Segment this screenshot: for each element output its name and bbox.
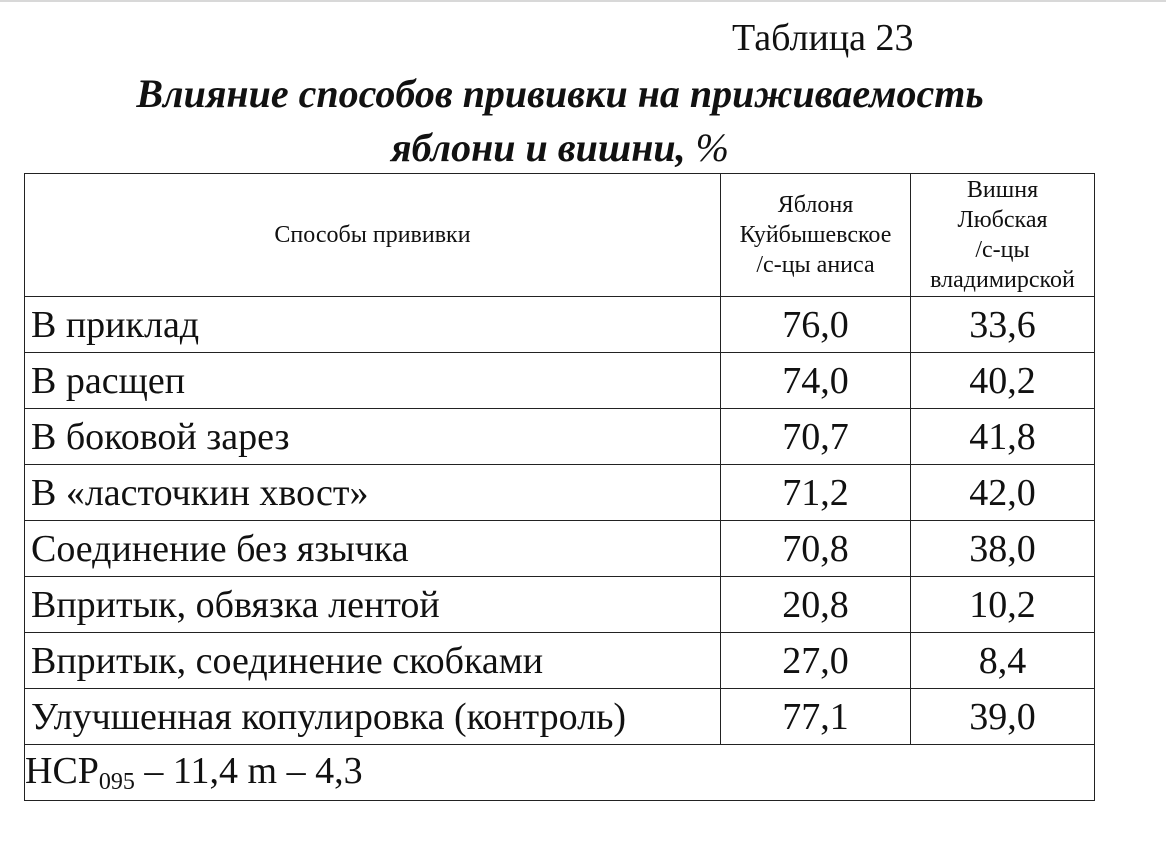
apple-value-cell: 27,0 [721,633,911,689]
method-cell: Впритык, соединение скобками [25,633,721,689]
table-row [25,521,1095,577]
table-row [25,633,1095,689]
apple-value-cell: 74,0 [721,353,911,409]
table-row [25,297,1095,353]
cherry-value-cell: 40,2 [911,353,1095,409]
cherry-value-cell: 42,0 [911,465,1095,521]
table-title-unit: % [695,125,729,170]
cherry-value-cell: 39,0 [911,689,1095,745]
table-header-row [25,174,1095,297]
apple-value-cell: 77,1 [721,689,911,745]
method-cell: Улучшенная копулировка (контроль) [25,689,721,745]
table-title-text-2: яблони и вишни, [390,125,686,170]
method-cell: Соединение без язычка [25,521,721,577]
table-row [25,689,1095,745]
lsd-note: $НСР_{095} - 11,4$ m – 4,3 [25,745,1095,801]
table-row [25,577,1095,633]
header-method: Способы прививки [25,174,721,297]
method-cell: Впритык, обвязка лентой [25,577,721,633]
table-row [25,465,1095,521]
apple-value-cell: 70,7 [721,409,911,465]
header-apple: Яблоня Куйбышевское /с-цы аниса [721,174,911,297]
apple-value-cell: 70,8 [721,521,911,577]
table-row [25,409,1095,465]
method-cell: В «ласточкин хвост» [25,465,721,521]
method-cell: В расщеп [25,353,721,409]
method-cell: В боковой зарез [25,409,721,465]
apple-value-cell: 20,8 [721,577,911,633]
apple-value-cell: 76,0 [721,297,911,353]
cherry-value-cell: 8,4 [911,633,1095,689]
table-title-line-2 [0,124,1120,172]
table-row [25,353,1095,409]
cherry-value-cell: 33,6 [911,297,1095,353]
table-title-text-1: Влияние способов прививки на приживаемость [136,71,984,116]
table-footer-row [25,745,1095,801]
cherry-value-cell: 38,0 [911,521,1095,577]
cherry-value-cell: 41,8 [911,409,1095,465]
top-border-line [0,0,1166,2]
grafting-survival-table [24,173,1095,801]
cherry-value-cell: 10,2 [911,577,1095,633]
header-cherry: Вишня Любская /с-цы владимирской [911,174,1095,297]
table-title-line-1 [0,70,1120,118]
apple-value-cell: 71,2 [721,465,911,521]
method-cell: В приклад [25,297,721,353]
table-number: Таблица 23 [732,17,914,59]
